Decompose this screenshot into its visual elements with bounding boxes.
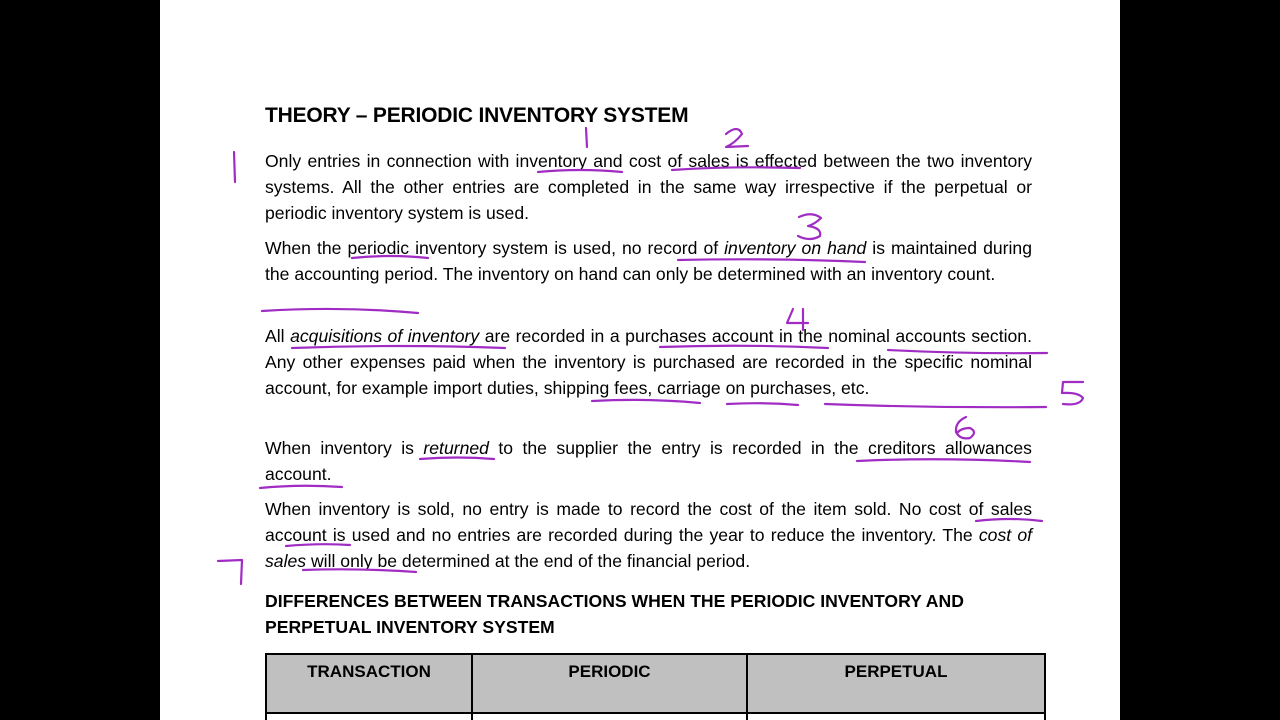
page-title: THEORY – PERIODIC INVENTORY SYSTEM [265,104,689,127]
number-7 [218,560,242,584]
paragraph-2 [265,236,1032,288]
comparison-table [265,653,1046,720]
paragraph-2-text-b: is maintained during the accounting period. The inventory on hand can only be determined with an inventory count. [265,238,1032,284]
paragraph-4 [265,436,1032,488]
table-row [266,713,1045,720]
table-header-perpetual: PERPETUAL [747,654,1045,713]
underline-carriage [825,404,1046,407]
paragraph-2-italic: inventory on hand [724,238,867,258]
paragraph-3 [265,324,1032,401]
paragraph-3-italic: acquisitions of inventory [290,326,480,346]
paragraph-2-text-a: When the periodic inventory system is used, no record of [265,238,725,258]
paragraph-5 [265,497,1032,574]
table-cell [747,713,1045,720]
table-header-periodic: PERIODIC [472,654,747,713]
paragraph-4-italic: returned [423,438,489,458]
paragraph-4-text-a: When inventory is [265,438,424,458]
number-2 [726,129,748,147]
paragraph-5-italic: cost of sales [265,524,1033,571]
number-1-top [586,128,587,147]
table-header-transaction: TRANSACTION [266,654,472,713]
document-page [160,0,1120,720]
section-heading: DIFFERENCES BETWEEN TRANSACTIONS WHEN THE PERIODIC INVENTORY AND PERPETUAL INVENTORY SYSTEM [265,591,964,637]
number-5 [1062,382,1083,404]
paragraph-4-text-b: to the supplier the entry is recorded in the creditors allowances account. [265,438,1032,484]
paragraph-1 [265,149,1032,226]
table-cell [266,713,472,720]
table-header-row [266,654,1045,713]
paragraph-3-text-a: All [265,326,291,346]
underline-inventory-count [262,309,418,313]
paragraph-1-text: Only entries in connection with inventory and cost of sales is effected between the two inventory systems. All the other entries are completed in the same way irrespective if the perpetual or periodic inventory system is used. [265,151,1032,223]
paragraph-5-text-b: will only be determined at the end of the financial period. [306,550,751,571]
underline-shipping-fees [727,403,798,405]
number-1-left [234,152,235,182]
paragraph-3-text-b: are recorded in a purchases account in the nominal accounts section. Any other expenses paid when the inventory is purchased are recorded in the specific nominal account, for example import duties, shipping fees, carriage on purchases, etc. [265,326,1032,398]
table-cell [472,713,747,720]
paragraph-5-text-a: When inventory is sold, no entry is made to record the cost of the item sold. No cost of sales account is used and no entries are recorded during the year to reduce the inventory. The [265,499,1032,545]
